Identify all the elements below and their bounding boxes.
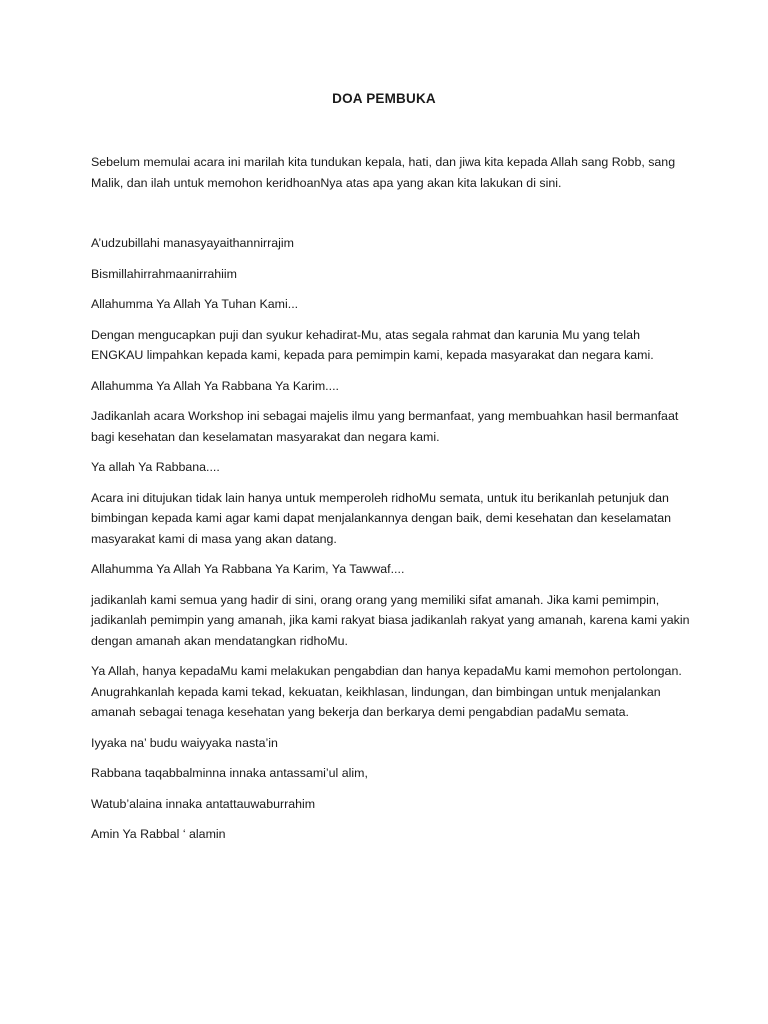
paragraph: Dengan mengucapkan puji dan syukur kehadirat-Mu, atas segala rahmat dan karunia Mu yang telah ENGKAU limpahkan kepada kami, kepada para pemimpin kami, kepada masyarakat dan negara kami. [91,327,654,362]
paragraph: Iyyaka na’ budu waiyyaka nasta’in [91,735,278,750]
document-body [91,152,691,855]
paragraph: Amin Ya Rabbal ‘ alamin [91,827,226,841]
paragraph: Ya Allah, hanya kepadaMu kami melakukan pengabdian dan hanya kepadaMu kami memohon pertolongan. Anugrahkanlah kepada kami tekad, kekuatan, keikhlasan, lindungan, dan bimbingan untuk menjalankan amanah sebagai tenaga kesehatan yang bekerja dan berkarya demi pengabdian padaMu semata. [91,664,682,719]
paragraph: Rabbana taqabbalminna innaka antassami’ul alim, [91,766,368,780]
paragraph: Allahumma Ya Allah Ya Rabbana Ya Karim, Ya Tawwaf.... [91,562,405,576]
paragraph: Allahumma Ya Allah Ya Rabbana Ya Karim.... [91,378,339,393]
document-title: DOA PEMBUKA [332,91,436,106]
paragraph: jadikanlah kami semua yang hadir di sini, orang orang yang memiliki sifat amanah. Jika kami pemimpin, jadikanlah pemimpin yang amanah, jika kami rakyat biasa jadikanlah rakyat yang amanah, karena kami yakin dengan amanah akan mendatangkan ridhoMu. [91,592,690,648]
paragraph-intro: Sebelum memulai acara ini marilah kita tundukan kepala, hati, dan jiwa kita kepada Allah sang Robb, sang Malik, dan ilah untuk memohon keridhoanNya atas apa yang akan kita lakukan di sini. [91,155,676,190]
paragraph: Ya allah Ya Rabbana.... [91,460,220,474]
paragraph: Acara ini ditujukan tidak lain hanya untuk memperoleh ridhoMu semata, untuk itu berikanlah petunjuk dan bimbingan kepada kami agar kami dapat menjalankannya dengan baik, demi kesehatan dan keselamatan masyarakat kami di masa yang akan datang. [91,490,671,546]
paragraph: A’udzubillahi manasyayaithannirrajim [91,236,294,250]
paragraph: Watub’alaina innaka antattauwaburrahim [91,796,316,811]
paragraph: Allahumma Ya Allah Ya Tuhan Kami... [91,297,299,311]
paragraph: Jadikanlah acara Workshop ini sebagai majelis ilmu yang bermanfaat, yang membuahkan hasil bermanfaat bagi kesehatan dan keselamatan masyarakat dan negara kami. [91,409,679,444]
paragraph: Bismillahirrahmaanirrahiim [91,266,237,281]
